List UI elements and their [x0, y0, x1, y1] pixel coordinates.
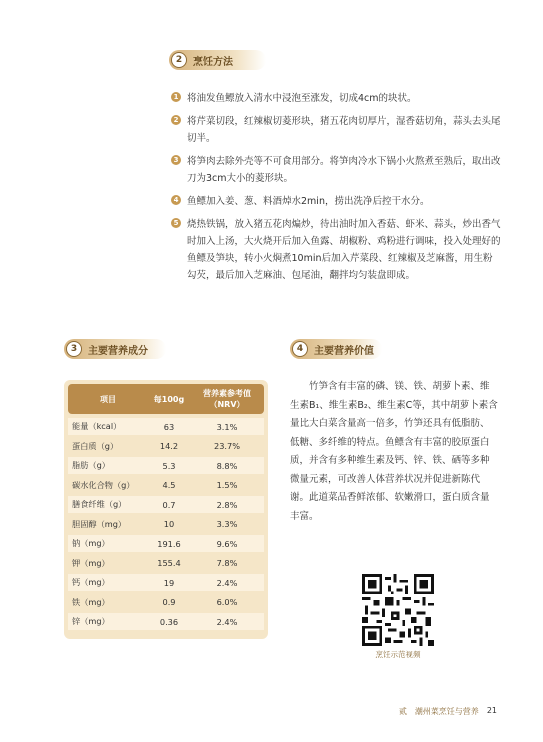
cell-nrv: 3.1% [216, 421, 238, 432]
step-number: 2 [171, 115, 181, 125]
table-row [68, 438, 264, 455]
step-number: 5 [171, 218, 181, 228]
cell-item: 钾（mg） [72, 557, 110, 568]
step-text: 鱼鳔加入姜、葱、料酒焯水2min，捞出洗净后控干水分。 [187, 196, 430, 207]
cell-item: 膳食纤维（g） [72, 499, 127, 509]
section-title: 主要营养价值 [314, 345, 374, 357]
qr-code[interactable] [362, 574, 434, 646]
cell-amount: 14.2 [159, 441, 179, 451]
step-text: 将油发鱼鳔放入清水中浸泡至涨发，切成4cm的块状。 [187, 93, 417, 104]
step-text: 将芹菜切段，红辣椒切菱形块，猪五花肉切厚片，湿香菇切角，蒜头去头尾切半。 [187, 116, 501, 144]
step-number: 1 [171, 92, 181, 102]
cell-amount: 4.5 [162, 480, 176, 490]
nutrition-value-paragraph: 竹笋含有丰富的磷、镁、铁、胡萝卜素、维生素B₁、维生素B₂、维生素C等，其中胡萝卜素含量比大白菜含量高一倍多，竹笋还具有低脂肪、低糖、多纤维的特点。鱼鳔含有丰富的胶原蛋白质，并含有多种维生素及钙、锌、铁、硒等多种微量元素，可改善人体营养状况并促进新陈代谢。此道菜品香鲜浓郁、软嫩滑口，蛋白质含量丰富。 [290, 381, 498, 522]
cell-item: 胆固醇（mg） [72, 518, 127, 529]
qr-caption: 烹饪示范视频 [375, 650, 421, 659]
cell-item: 碳水化合物（g） [72, 479, 135, 490]
footer-title: 潮州菜烹饪与营养 [414, 707, 479, 716]
cell-item: 脂肪（g） [72, 460, 110, 470]
section-header-cooking-method [169, 50, 266, 70]
cell-nrv: 2.8% [216, 499, 238, 510]
column-header-nrv: 营养素参考值（NRV） [203, 389, 251, 409]
cell-item: 钠（mg） [72, 538, 110, 548]
table-header [68, 384, 264, 414]
nutrition-table [64, 380, 268, 639]
page-number: 21 [486, 706, 497, 715]
column-header-per100g: 每100g [153, 394, 185, 404]
cell-item: 能量（kcal） [72, 421, 122, 431]
cell-nrv: 6.0% [216, 597, 238, 607]
cell-nrv: 2.4% [216, 616, 238, 627]
column-header-item: 项目 [100, 394, 116, 404]
section-title: 主要营养成分 [88, 345, 148, 357]
step-item [171, 216, 501, 284]
cooking-steps [171, 90, 501, 290]
cell-nrv: 8.8% [216, 460, 238, 471]
table-row [68, 457, 264, 474]
cell-item: 钙（mg） [72, 577, 110, 587]
cell-item: 蛋白质（g） [72, 440, 119, 451]
cell-amount: 10 [163, 519, 175, 529]
cell-amount: 19 [163, 577, 175, 588]
table-row [68, 535, 264, 552]
section-header-nutrients [64, 339, 166, 359]
step-text: 烧热铁锅，放入猪五花肉煸炒，待出油时加入香菇、虾米、蒜头，炒出香气时加入上汤，大火烧开后加入鱼露、胡椒粉、鸡粉进行调味，投入处理好的鱼鳔及笋块，转小火焖煮10min后加入芹菜段、红辣椒及芝麻酱，用生粉勾芡，最后加入芝麻油、包尾油，翻拌均匀装盘即成。 [187, 219, 501, 281]
cell-amount: 155.4 [157, 558, 181, 568]
cell-nrv: 3.3% [216, 519, 238, 529]
table-row [68, 477, 264, 494]
table-row [68, 555, 264, 572]
step-item [171, 193, 501, 210]
cell-item: 锌（mg） [72, 616, 110, 626]
cell-amount: 0.36 [159, 616, 179, 627]
step-text: 将笋肉去除外壳等不可食用部分。将笋肉冷水下锅小火熬煮至熟后，取出改刀为3cm大小的菱形块。 [187, 156, 501, 184]
section-number: 4 [292, 341, 308, 357]
table-row [68, 496, 264, 513]
cell-nrv: 23.7% [213, 441, 240, 451]
section-number: 2 [171, 52, 187, 68]
page-footer [373, 706, 497, 717]
section-title: 烹饪方法 [193, 56, 233, 68]
table-row [68, 613, 264, 630]
cell-amount: 0.7 [162, 499, 176, 510]
cell-amount: 63 [163, 421, 175, 432]
table-row [68, 594, 264, 611]
footer-chapter: 贰 [398, 707, 407, 716]
cell-nrv: 9.6% [216, 538, 238, 549]
cell-amount: 0.9 [162, 597, 176, 607]
table-row [68, 516, 264, 533]
cell-amount: 5.3 [162, 460, 176, 471]
table-row [68, 418, 264, 435]
cell-amount: 191.6 [157, 538, 181, 549]
cell-nrv: 7.8% [216, 558, 238, 568]
step-item [171, 90, 501, 107]
step-item [171, 153, 501, 187]
qr-code-image [362, 574, 434, 646]
section-header-nutrition-value [290, 339, 382, 359]
cell-nrv: 2.4% [216, 577, 238, 588]
step-number: 4 [171, 195, 181, 205]
section-number: 3 [66, 341, 82, 357]
table-row [68, 574, 264, 591]
step-item [171, 113, 501, 147]
cell-item: 铁（mg） [72, 596, 110, 607]
cell-nrv: 1.5% [216, 480, 238, 490]
step-number: 3 [171, 155, 181, 165]
